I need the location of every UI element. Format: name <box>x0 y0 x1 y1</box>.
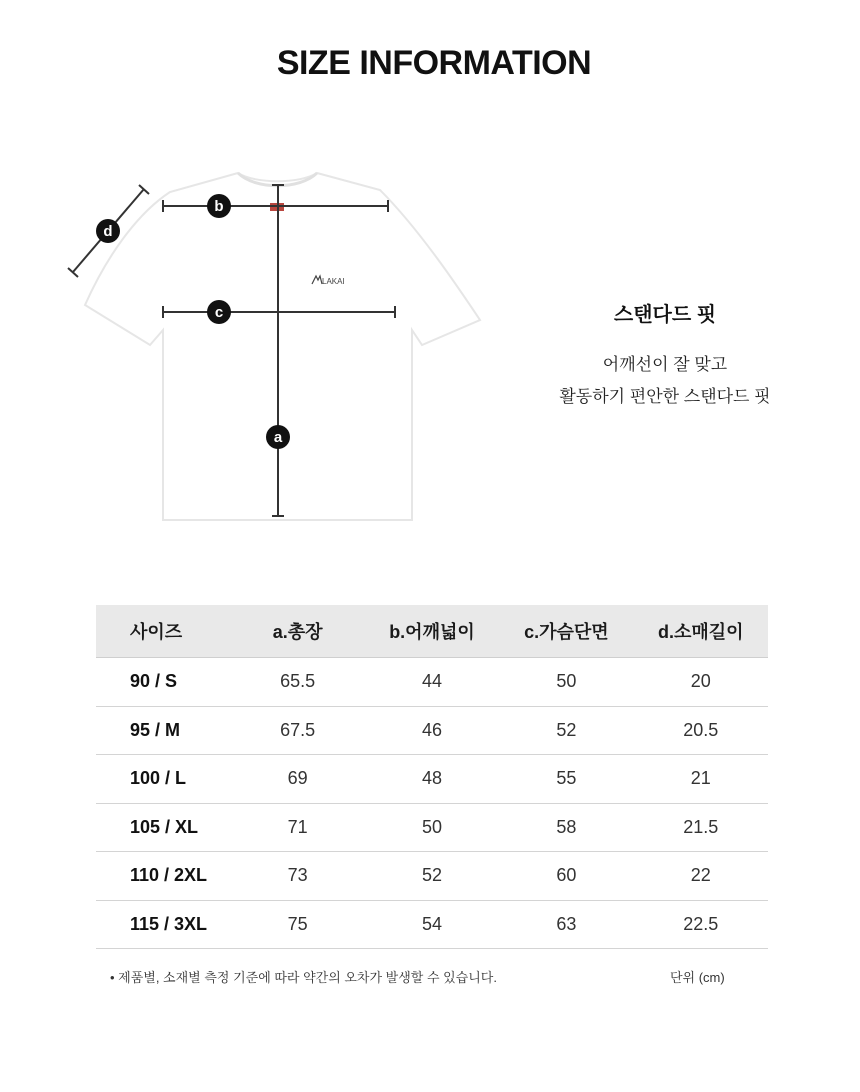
measurement-note: • 제품별, 소재별 측정 기준에 따라 약간의 오차가 발생할 수 있습니다. <box>110 970 497 985</box>
cell-chest: 58 <box>499 803 633 852</box>
cell-length: 75 <box>230 900 364 949</box>
cell-size: 110 / 2XL <box>96 852 230 901</box>
cell-sleeve: 22.5 <box>634 900 768 949</box>
cell-shoulder: 50 <box>365 803 499 852</box>
cell-shoulder: 44 <box>365 658 499 707</box>
marker-b <box>207 194 231 218</box>
fit-line-2: 활동하기 편안한 스탠다드 핏 <box>559 387 771 406</box>
header-length: a.총장 <box>230 605 364 658</box>
cell-chest: 60 <box>499 852 633 901</box>
size-table <box>96 605 768 949</box>
cell-length: 65.5 <box>230 658 364 707</box>
cell-chest: 50 <box>499 658 633 707</box>
cell-length: 71 <box>230 803 364 852</box>
fit-description <box>540 298 790 413</box>
svg-text:c: c <box>214 304 224 321</box>
svg-text:b: b <box>214 198 224 215</box>
header-shoulder: b.어깨넓이 <box>365 605 499 658</box>
table-row <box>96 706 768 755</box>
header-chest: c.가슴단면 <box>499 605 633 658</box>
table-row <box>96 852 768 901</box>
cell-sleeve: 22 <box>634 852 768 901</box>
cell-length: 67.5 <box>230 706 364 755</box>
cell-size: 90 / S <box>96 658 230 707</box>
cell-size: 95 / M <box>96 706 230 755</box>
cell-chest: 52 <box>499 706 633 755</box>
table-row <box>96 755 768 804</box>
header-sleeve: d.소매길이 <box>634 605 768 658</box>
table-row <box>96 900 768 949</box>
brand-logo: LAKAI <box>322 277 345 286</box>
marker-c <box>207 300 231 324</box>
cell-sleeve: 20.5 <box>634 706 768 755</box>
size-table-header <box>96 605 768 658</box>
cell-sleeve: 21 <box>634 755 768 804</box>
svg-text:d: d <box>103 223 113 240</box>
table-row <box>96 658 768 707</box>
fit-title: 스탠다드 핏 <box>613 304 717 326</box>
marker-d <box>96 219 120 243</box>
cell-size: 115 / 3XL <box>96 900 230 949</box>
tshirt-shape <box>85 173 480 520</box>
cell-shoulder: 52 <box>365 852 499 901</box>
table-row <box>96 803 768 852</box>
cell-sleeve: 21.5 <box>634 803 768 852</box>
page-title: SIZE INFORMATION <box>276 44 592 82</box>
cell-length: 69 <box>230 755 364 804</box>
cell-length: 73 <box>230 852 364 901</box>
tshirt-size-diagram <box>60 170 490 530</box>
cell-size: 100 / L <box>96 755 230 804</box>
fit-line-1: 어깨선이 잘 맞고 <box>602 355 728 374</box>
cell-shoulder: 46 <box>365 706 499 755</box>
cell-shoulder: 48 <box>365 755 499 804</box>
unit-label: 단위 (cm) <box>670 970 725 985</box>
cell-chest: 55 <box>499 755 633 804</box>
cell-size: 105 / XL <box>96 803 230 852</box>
svg-text:a: a <box>273 429 283 446</box>
marker-a <box>266 425 290 449</box>
cell-sleeve: 20 <box>634 658 768 707</box>
cell-shoulder: 54 <box>365 900 499 949</box>
header-size: 사이즈 <box>96 605 230 658</box>
cell-chest: 63 <box>499 900 633 949</box>
